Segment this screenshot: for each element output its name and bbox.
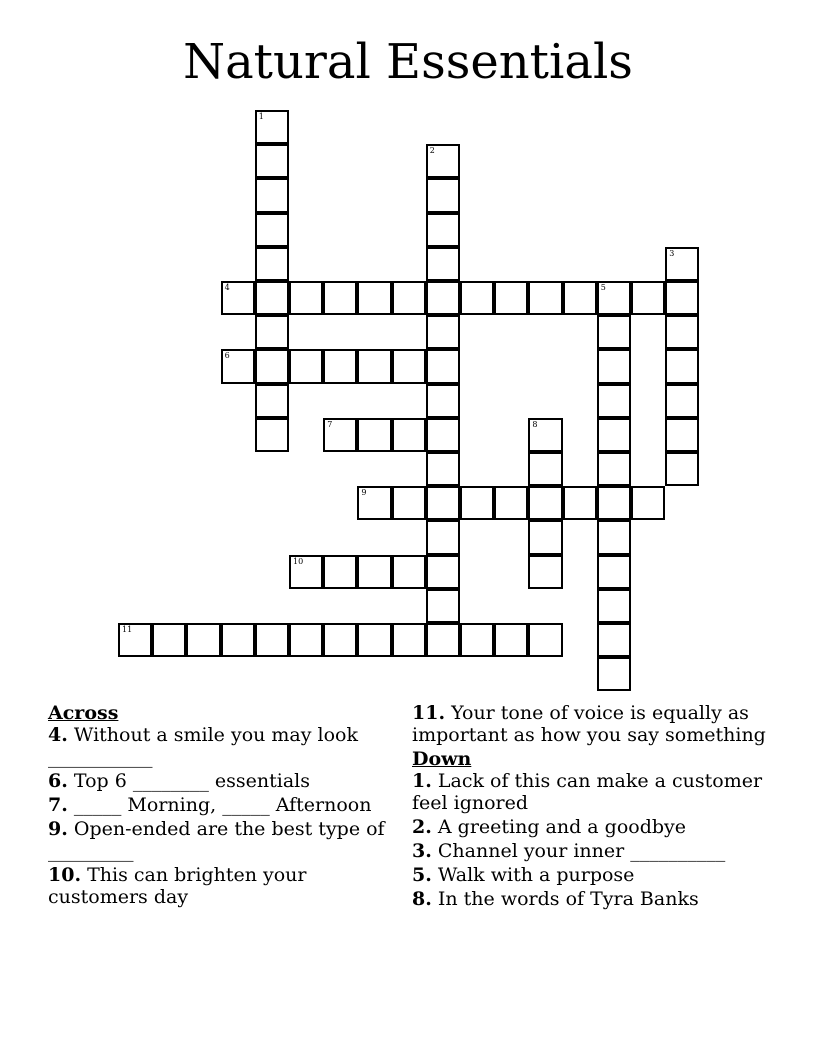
clue-text: Walk with a purpose bbox=[437, 864, 635, 886]
grid-cell[interactable] bbox=[494, 486, 528, 520]
grid-cell[interactable] bbox=[255, 623, 289, 657]
cell-number: 10 bbox=[293, 556, 304, 566]
grid-cell[interactable] bbox=[528, 520, 562, 554]
grid-cell[interactable] bbox=[631, 486, 665, 520]
clue-number: 9. bbox=[48, 818, 68, 840]
clue-across-6 bbox=[48, 770, 408, 792]
grid-cell[interactable] bbox=[597, 349, 631, 383]
grid-cell[interactable] bbox=[357, 486, 391, 520]
grid-cell[interactable] bbox=[357, 555, 391, 589]
grid-cell[interactable] bbox=[323, 349, 357, 383]
grid-cell[interactable] bbox=[665, 452, 699, 486]
grid-cell[interactable] bbox=[255, 418, 289, 452]
grid-cell[interactable] bbox=[392, 349, 426, 383]
clues-right-column bbox=[412, 702, 772, 912]
clue-number: 8. bbox=[412, 888, 432, 910]
grid-cell[interactable] bbox=[597, 281, 631, 315]
grid-cell[interactable] bbox=[597, 520, 631, 554]
grid-cell[interactable] bbox=[597, 452, 631, 486]
grid-cell[interactable] bbox=[186, 623, 220, 657]
clue-text: In the words of Tyra Banks bbox=[437, 888, 699, 910]
grid-cell[interactable] bbox=[597, 486, 631, 520]
clue-down-8 bbox=[412, 888, 772, 910]
grid-cell[interactable] bbox=[528, 555, 562, 589]
puzzle-title: Natural Essentials bbox=[183, 34, 633, 90]
grid-cell[interactable] bbox=[426, 520, 460, 554]
cell-number: 3 bbox=[669, 248, 675, 258]
grid-cell[interactable] bbox=[255, 110, 289, 144]
clue-number: 6. bbox=[48, 770, 68, 792]
grid-cell[interactable] bbox=[426, 418, 460, 452]
grid-cell[interactable] bbox=[460, 486, 494, 520]
grid-cell[interactable] bbox=[597, 315, 631, 349]
clue-across-11 bbox=[412, 702, 772, 746]
clue-text: Lack of this can make a customer feel ignored bbox=[412, 770, 763, 814]
grid-cell[interactable] bbox=[426, 178, 460, 212]
cell-number: 2 bbox=[429, 146, 435, 156]
grid-cell[interactable] bbox=[597, 623, 631, 657]
grid-cell[interactable] bbox=[221, 623, 255, 657]
grid-cell[interactable] bbox=[118, 623, 152, 657]
clue-text: Channel your inner __________ bbox=[437, 840, 726, 862]
grid-cell[interactable] bbox=[255, 315, 289, 349]
clue-text: Your tone of voice is equally as important as how you say something bbox=[412, 702, 766, 746]
clue-text: _____ Morning, _____ Afternoon bbox=[73, 794, 372, 816]
clue-text: This can brighten your customers day bbox=[48, 864, 307, 908]
clue-across-9 bbox=[48, 818, 408, 862]
grid-cell[interactable] bbox=[597, 555, 631, 589]
grid-cell[interactable] bbox=[255, 349, 289, 383]
cell-number: 6 bbox=[224, 351, 230, 361]
grid-cell[interactable] bbox=[255, 281, 289, 315]
clue-across-7 bbox=[48, 794, 408, 816]
clue-across-4 bbox=[48, 724, 408, 768]
clue-down-3 bbox=[412, 840, 772, 862]
cell-number: 1 bbox=[258, 112, 264, 121]
grid-cell[interactable] bbox=[597, 589, 631, 623]
grid-cell[interactable] bbox=[563, 486, 597, 520]
grid-cell[interactable] bbox=[528, 418, 562, 452]
grid-cell[interactable] bbox=[665, 247, 699, 281]
cell-number: 7 bbox=[327, 419, 333, 429]
grid-cell[interactable] bbox=[426, 281, 460, 315]
grid-cell[interactable] bbox=[357, 418, 391, 452]
clue-number: 2. bbox=[412, 816, 432, 838]
grid-cell[interactable] bbox=[323, 555, 357, 589]
grid-cell[interactable] bbox=[323, 281, 357, 315]
grid-cell[interactable] bbox=[221, 349, 255, 383]
grid-cell[interactable] bbox=[631, 281, 665, 315]
grid-cell[interactable] bbox=[460, 623, 494, 657]
grid-cell[interactable] bbox=[323, 623, 357, 657]
grid-cell[interactable] bbox=[426, 623, 460, 657]
grid-cell[interactable] bbox=[597, 384, 631, 418]
grid-cell[interactable] bbox=[392, 555, 426, 589]
grid-cell[interactable] bbox=[460, 281, 494, 315]
across-heading: Across bbox=[48, 702, 119, 724]
grid-cell[interactable] bbox=[255, 384, 289, 418]
grid-cell[interactable] bbox=[665, 349, 699, 383]
grid-cell[interactable] bbox=[494, 281, 528, 315]
clue-number: 5. bbox=[412, 864, 432, 886]
grid-cell[interactable] bbox=[152, 623, 186, 657]
grid-cell[interactable] bbox=[289, 623, 323, 657]
grid-cell[interactable] bbox=[494, 623, 528, 657]
grid-cell[interactable] bbox=[289, 555, 323, 589]
grid-cell[interactable] bbox=[392, 623, 426, 657]
grid-cell[interactable] bbox=[426, 384, 460, 418]
grid-cell[interactable] bbox=[255, 213, 289, 247]
clue-number: 3. bbox=[412, 840, 432, 862]
grid-cell[interactable] bbox=[392, 418, 426, 452]
grid-cell[interactable] bbox=[563, 281, 597, 315]
grid-cell[interactable] bbox=[426, 555, 460, 589]
grid-cell[interactable] bbox=[665, 315, 699, 349]
grid-cell[interactable] bbox=[392, 486, 426, 520]
clue-down-1 bbox=[412, 770, 772, 814]
grid-cell[interactable] bbox=[528, 623, 562, 657]
grid-cell[interactable] bbox=[426, 213, 460, 247]
clue-text: Open-ended are the best type of _________ bbox=[48, 818, 385, 862]
cell-number: 5 bbox=[600, 283, 606, 292]
clue-text: A greeting and a goodbye bbox=[437, 816, 687, 838]
grid-cell[interactable] bbox=[528, 452, 562, 486]
grid-cell[interactable] bbox=[528, 281, 562, 315]
grid-cell[interactable] bbox=[665, 384, 699, 418]
grid-cell[interactable] bbox=[426, 486, 460, 520]
grid-cell[interactable] bbox=[597, 657, 631, 691]
grid-cell[interactable] bbox=[392, 281, 426, 315]
cell-number: 9 bbox=[361, 488, 367, 498]
grid-cell[interactable] bbox=[357, 281, 391, 315]
grid-cell[interactable] bbox=[426, 144, 460, 178]
cell-number: 8 bbox=[532, 419, 538, 429]
clue-number: 4. bbox=[48, 724, 68, 746]
clue-across-10 bbox=[48, 864, 408, 908]
grid-cell[interactable] bbox=[255, 247, 289, 281]
clue-number: 11. bbox=[412, 702, 446, 724]
grid-cell[interactable] bbox=[665, 418, 699, 452]
grid-cell[interactable] bbox=[255, 178, 289, 212]
grid-cell[interactable] bbox=[665, 281, 699, 315]
clue-number: 10. bbox=[48, 864, 82, 886]
grid-cell[interactable] bbox=[255, 144, 289, 178]
grid-cell[interactable] bbox=[323, 418, 357, 452]
grid-cell[interactable] bbox=[426, 349, 460, 383]
clue-text: Top 6 ________ essentials bbox=[73, 770, 310, 792]
grid-cell[interactable] bbox=[426, 452, 460, 486]
grid-cell[interactable] bbox=[289, 349, 323, 383]
clue-down-2 bbox=[412, 816, 772, 838]
grid-cell[interactable] bbox=[426, 589, 460, 623]
down-heading: Down bbox=[412, 748, 472, 770]
grid-cell[interactable] bbox=[289, 281, 323, 315]
grid-cell[interactable] bbox=[426, 247, 460, 281]
grid-cell[interactable] bbox=[357, 349, 391, 383]
grid-cell[interactable] bbox=[357, 623, 391, 657]
clue-number: 1. bbox=[412, 770, 432, 792]
grid-cell[interactable] bbox=[426, 315, 460, 349]
clue-text: Without a smile you may look ___________ bbox=[48, 724, 358, 768]
clue-number: 7. bbox=[48, 794, 68, 816]
grid-cell[interactable] bbox=[528, 486, 562, 520]
clue-down-5 bbox=[412, 864, 772, 886]
clues-left-column bbox=[48, 702, 408, 910]
grid-cell[interactable] bbox=[597, 418, 631, 452]
grid-cell[interactable] bbox=[221, 281, 255, 315]
cell-number: 4 bbox=[224, 283, 230, 292]
cell-number: 11 bbox=[122, 625, 133, 634]
